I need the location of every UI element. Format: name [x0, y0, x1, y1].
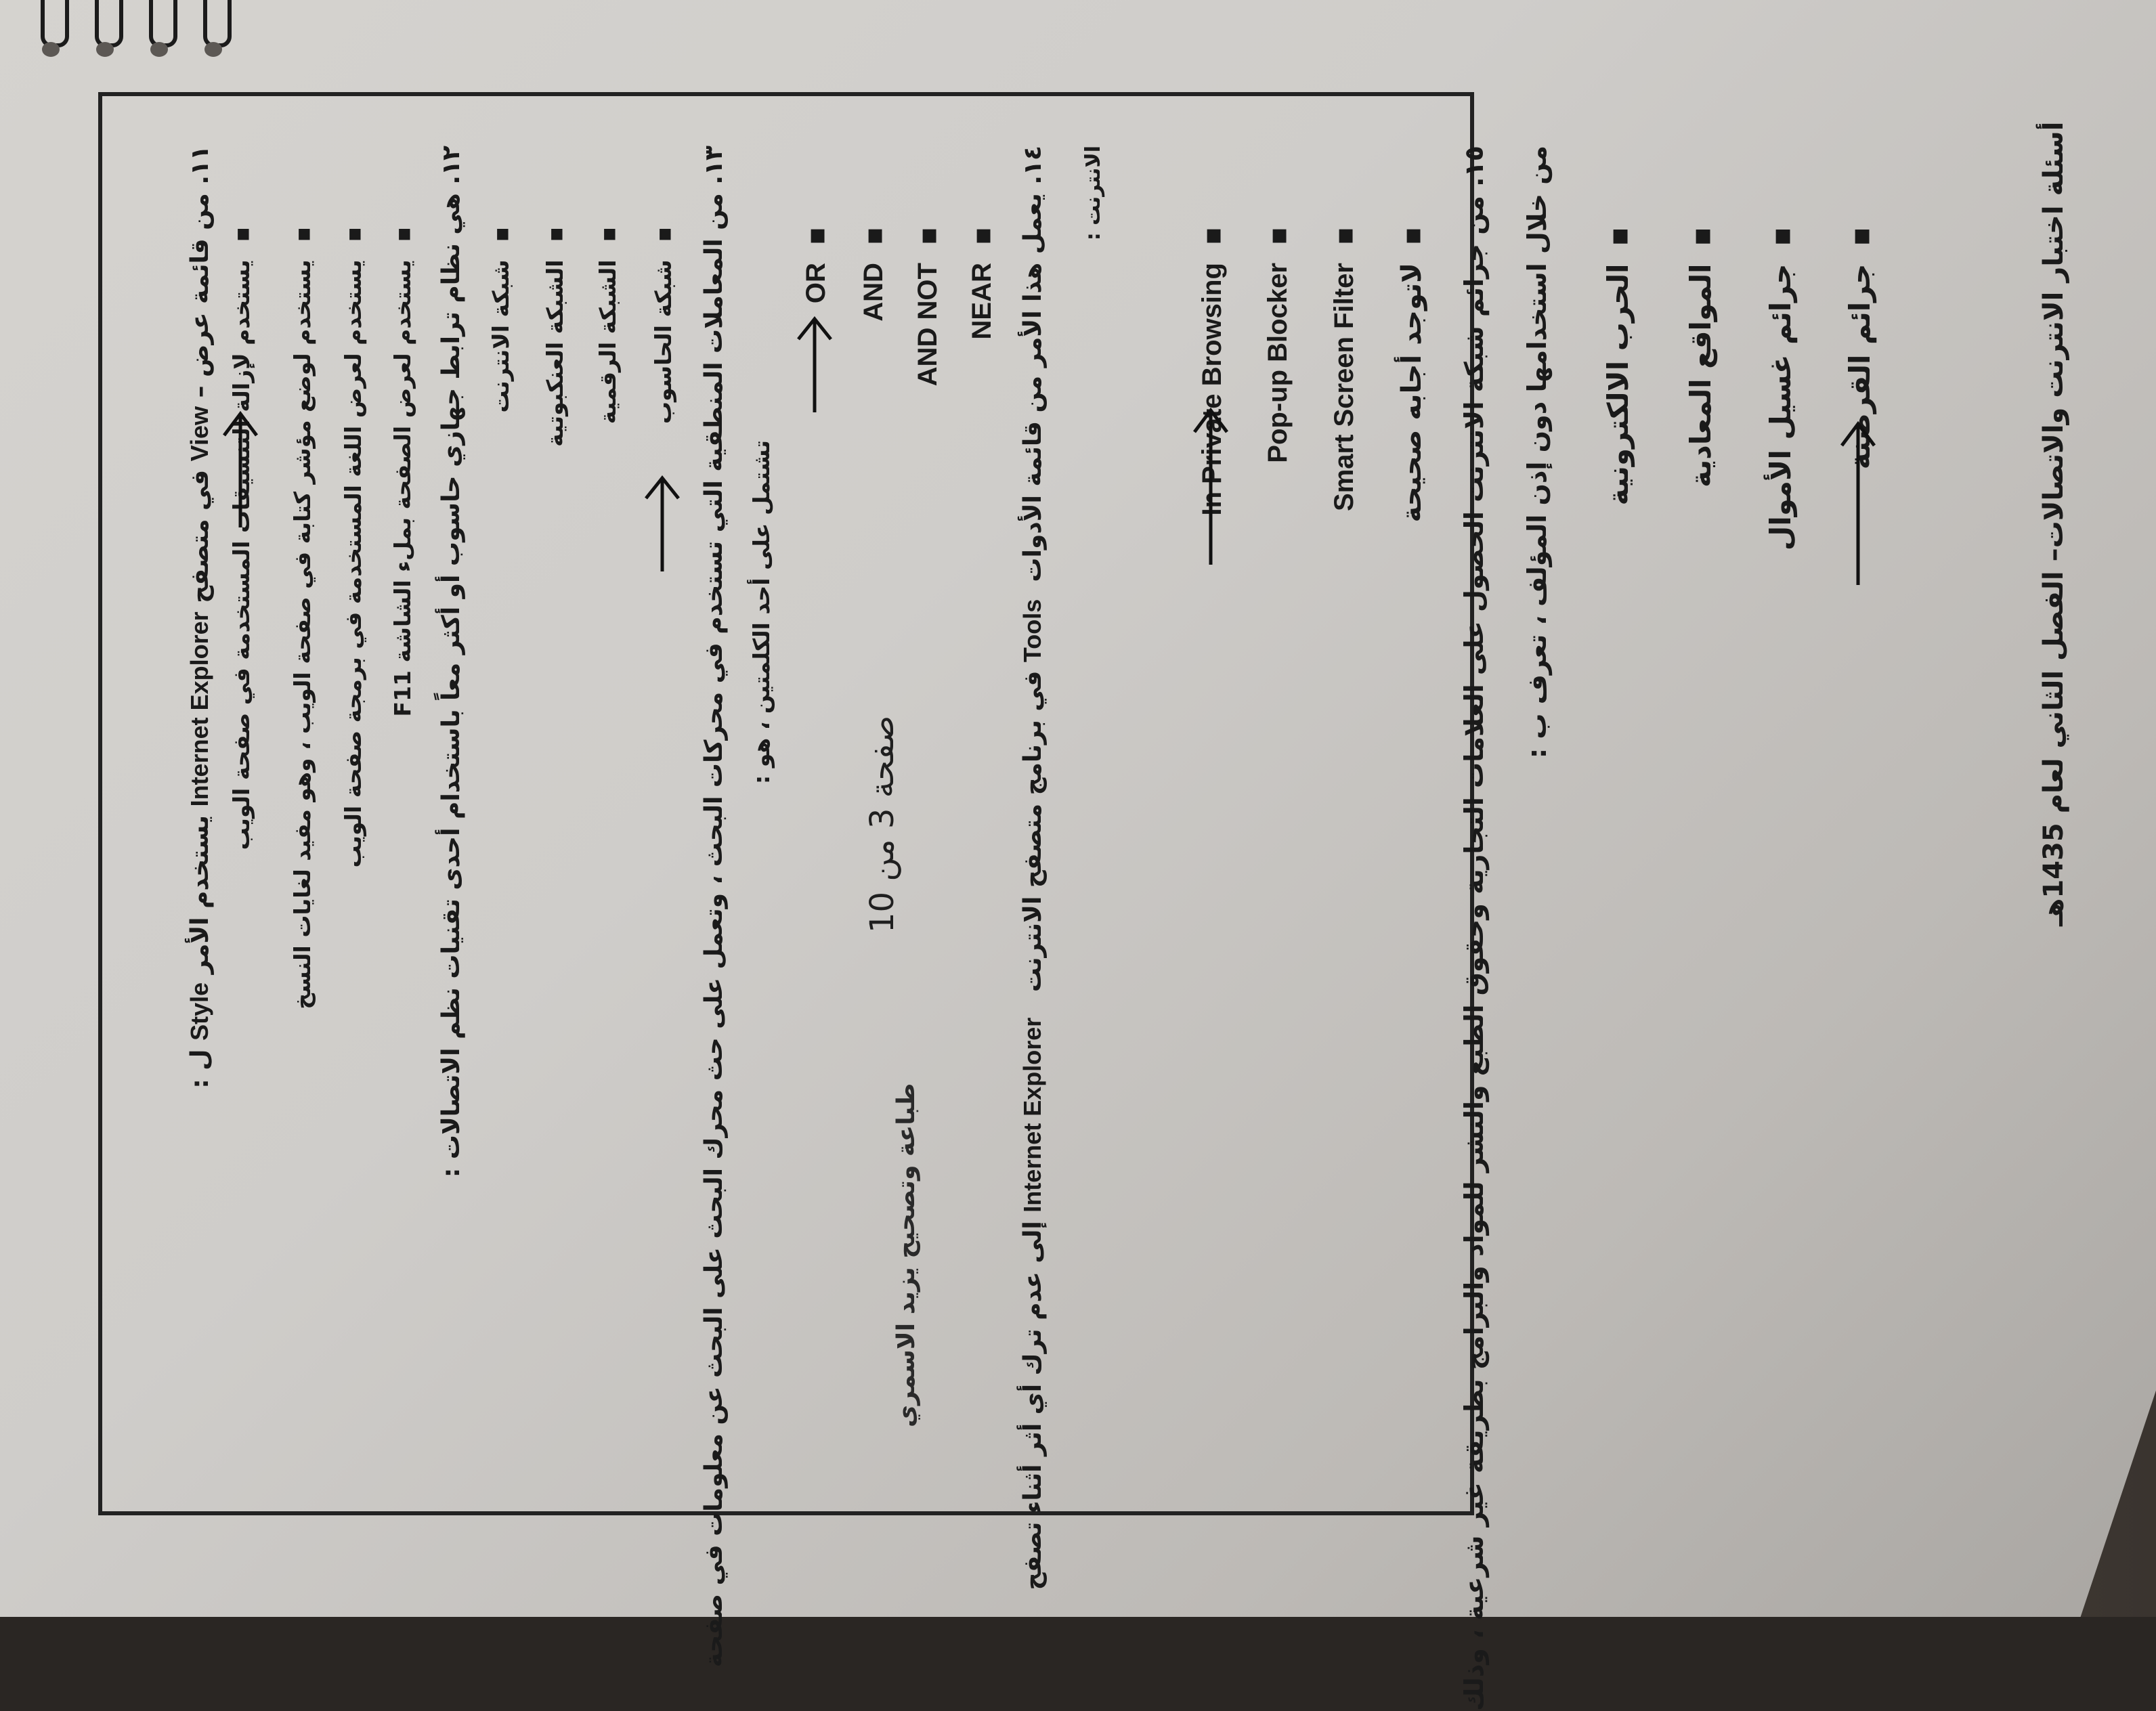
q14-option-2: [1261, 227, 1295, 463]
q11-stem: ١١. من قائمة عرض – View في متصفح Internet Explorer يستخدم الأمر Style ل :: [186, 146, 214, 1089]
bullet-icon: ▪: [858, 227, 889, 246]
q13-stem-line-2-text: تشتمل على أحد الكلمتين ، هو :: [748, 440, 775, 784]
bullet-icon: ▪: [1601, 227, 1635, 246]
q15-option-2-text: المواقع المعادية: [1684, 263, 1717, 488]
q11-answer-arrow-icon: [220, 408, 261, 530]
q12-answer-arrow-icon: [642, 473, 683, 574]
q15-option-2: [1684, 227, 1718, 488]
chapter-footer: [2038, 122, 2069, 926]
q12-option-4: [647, 227, 681, 424]
q13-stem-line-2: [745, 440, 779, 784]
bullet-icon: ▪: [488, 227, 514, 242]
q12-option-3: [591, 227, 625, 424]
q15-option-3-text: جرائم غسيل الأموال: [1764, 263, 1797, 551]
bullet-icon: ▪: [1684, 227, 1717, 246]
chapter-footer-text: أسئلة اختبار الانترنت والاتصالات– الفصل الثاني لعام 1435هـ: [2038, 121, 2069, 926]
bullet-icon: ▪: [800, 227, 832, 246]
q14-option-1-text: In Private Browsing: [1197, 263, 1227, 516]
bullet-icon: ▪: [650, 227, 676, 242]
page-number-label: [863, 716, 901, 933]
q15-option-3: [1764, 227, 1798, 550]
q11-stem-middle: في متصفح: [186, 469, 214, 603]
q15-stem-line-2-text: من خلال استخدامها دون إذن المؤلف ، تعرف ب :: [1522, 146, 1552, 759]
q14-browser-name: Internet Explorer: [1018, 1017, 1046, 1213]
bullet-icon: ▪: [289, 227, 316, 242]
credit-text: طباعة وتصحيح يزيد الاسمري: [892, 1083, 920, 1427]
q12-option-2-text: الشبكة العنكبوتية: [542, 259, 568, 447]
q12-stem-text: هي نظام ترابط جهازي حاسوب أو أكثر معاً باستخدام أحدى تقنيات نظم الاتصالات :: [437, 193, 465, 1178]
bullet-icon: ▪: [595, 227, 621, 242]
q14-stem-middle: في برنامج متصفح الانترنت: [1019, 670, 1047, 993]
q12-option-1: [484, 227, 518, 413]
bullet-icon: ▪: [1843, 227, 1876, 246]
q13-option-1-text: OR: [801, 263, 831, 304]
credit-label: [892, 1083, 920, 1427]
q14-stem-suffix: إلى عدم ترك أي أثر أثناء تصفح: [1019, 1221, 1047, 1590]
bullet-icon: ▪: [340, 227, 366, 242]
bullet-icon: ▪: [966, 227, 997, 246]
q15-stem-line-2: [1520, 146, 1554, 758]
bullet-icon: ▪: [1764, 227, 1797, 246]
q13-stem-line-1: [697, 146, 731, 1667]
q13-option-2-text: AND: [859, 263, 888, 322]
q14-answer-arrow-icon: [1190, 405, 1231, 567]
q15-option-4-text: جرائم القرصنة: [1843, 263, 1876, 470]
q13-option-1: [799, 227, 833, 303]
bullet-icon: ▪: [1262, 227, 1293, 246]
bullet-icon: ▪: [389, 227, 416, 242]
q14-option-2-text: Pop-up Blocker: [1263, 263, 1293, 463]
bullet-icon: ▪: [228, 227, 255, 242]
q15-stem-line-1: [1457, 146, 1491, 1711]
q13-option-4: [965, 227, 999, 339]
q13-number: ١٣.: [700, 146, 728, 185]
q14-stem-prefix: يعمل هذا الأمر من قائمة الأدوات: [1019, 193, 1047, 582]
q14-stem-line-2: [1077, 146, 1111, 240]
q14-option-4: [1395, 227, 1429, 523]
page-number-text: صفحة 3 من 10: [863, 715, 901, 933]
q14-number: ١٤.: [1019, 146, 1047, 185]
bullet-icon: ▪: [542, 227, 568, 242]
q11-option-1-text: يستخدم لإزالة التنسيقات المستخدمة في صفحة الويب: [228, 259, 255, 850]
q12-option-3-text: الشبكة الرقمية: [595, 259, 621, 425]
bullet-icon: ▪: [912, 227, 943, 246]
bullet-icon: ▪: [1196, 227, 1228, 246]
q13-stem-line-1-text: من المعاملات المنطقية التي تستخدم في محركات البحث ، وتعمل على حث محرك البحث على البحث عن معلومات في صفحة: [700, 193, 728, 1668]
q14-stem-line-2-text: الانترنت :: [1081, 146, 1105, 241]
q13-option-3-text: AND NOT: [913, 263, 943, 387]
q15-stem-line-1-text: من جرائم شبكة الانترنت الحصول على العلامات التجارية وحقوق الطبع والنشر للمواد والبرامج بطريقة غير شرعية ، وذلك: [1459, 196, 1489, 1711]
q15-number: ١٥.: [1459, 146, 1489, 187]
bullet-icon: ▪: [1329, 227, 1360, 246]
q13-option-3: [911, 227, 945, 386]
q11-option-4: [386, 227, 420, 716]
q11-stem-suffix: ل :: [186, 1049, 214, 1089]
q11-style-term: Style: [186, 982, 213, 1041]
q12-number: ١٢.: [437, 146, 465, 185]
q15-option-1: [1601, 227, 1635, 506]
q11-option-3-text: يستخدم لعرض اللغة المستخدمة في برمجة صفحة الويب: [340, 259, 366, 868]
q11-option-2: [286, 227, 320, 1010]
q12-stem: [435, 146, 469, 1177]
q11-option-2-text: يستخدم لوضع مؤشر كتابة في صفحة الويب ، وهو مفيد لغايات النسخ: [289, 259, 316, 1010]
q13-option-4-text: NEAR: [967, 263, 997, 340]
q13-answer-arrow-icon: [794, 313, 835, 415]
q15-option-1-text: الحرب الالكترونية: [1601, 263, 1635, 506]
q11-option-4-text: يستخدم لعرض الصفحة بملء الشاشة F11: [389, 259, 416, 717]
q14-stem-line-1: [1016, 146, 1050, 1590]
q11-number: ١١.: [186, 146, 214, 185]
q14-tools-term: Tools: [1018, 599, 1046, 663]
bullet-icon: ▪: [1396, 227, 1427, 246]
q14-option-3: [1327, 227, 1361, 511]
q11-stem-prefix: من قائمة عرض: [186, 193, 214, 377]
q11-view-menu: View: [186, 406, 213, 462]
q12-option-2: [538, 227, 572, 447]
q12-option-1-text: شبكة الانترنت: [488, 259, 514, 413]
q15-answer-arrow-icon: [1838, 418, 1878, 588]
q14-option-3-text: Smart Screen Filter: [1329, 263, 1359, 511]
q13-option-2: [857, 227, 890, 322]
q11-option-1: [225, 227, 259, 850]
q12-option-4-text: شبكة الحاسوب: [650, 259, 676, 425]
q11-browser-name: Internet Explorer: [186, 611, 213, 807]
q14-option-4-text: لاتوجد أجابه صحيحة: [1396, 263, 1427, 523]
q11-stem-command: يستخدم الأمر: [186, 815, 214, 974]
q11-option-3: [337, 227, 370, 867]
